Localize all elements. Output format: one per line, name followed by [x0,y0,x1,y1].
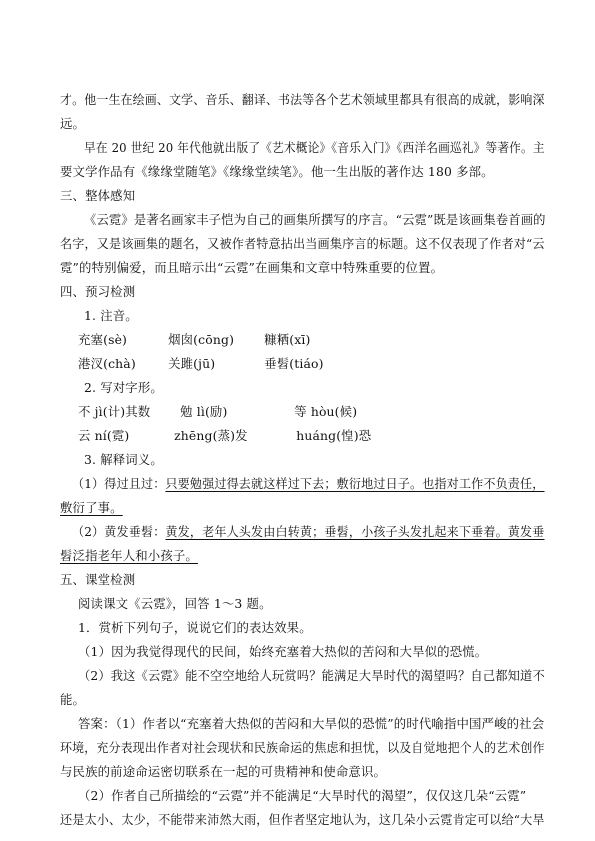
word-row [78,402,538,422]
text-line: （1）因为我觉得现代的民间，始终充塞着大热似的苦闷和大旱似的恐慌。 [78,644,488,659]
pinyin-item: 充塞(sè) [78,332,128,347]
question-label: 1. 注音。 [84,308,138,323]
word-item: 云 ní(霓) [78,428,130,443]
definition-text: 只要勉强过得去就这样过下去；敷衍地过日子。也指对工作不负责任， [165,476,545,491]
definition-line [60,546,538,566]
definition-text: 髫泛指老年人和小孩子。 [60,548,198,563]
text-line: 《云霓》是著名画家丰子恺为自己的画集所撰写的序言。“云霓”既是该画集卷首画的 [84,212,546,227]
answer-line: （2）作者自己所描绘的“云霓”并不能满足“大旱时代的渴望”，仅仅这几朵“云霓” [78,788,527,803]
pinyin-item: 关雎(jū) [168,356,216,371]
answer-line: 与民族的前途命运密切联系在一起的可贵精神和使命意识。 [60,764,387,779]
section-heading: 三、整体感知 [60,188,136,203]
word-item: huáng(惶)恐 [296,428,372,443]
text-line: 能。 [60,692,86,707]
definition-term: （1）得过且过： [72,476,166,491]
pinyin-item: 烟囱(cōng) [168,332,235,347]
pinyin-item: 港汊(chà) [78,356,136,371]
word-item: 勉 lì(励) [180,404,228,419]
answer-line: 答案：（1）作者以“充塞着大热似的苦闷和大旱似的恐慌”的时代喻指中国严峻的社会 [78,716,545,731]
text-line: 阅读课文《云霓》，回答 1～3 题。 [78,596,272,611]
word-item: 不 jì(计)其数 [78,404,151,419]
text-line: 名字，又是该画集的题名，又被作者特意拈出当画集序言的标题。这不仅表现了作者对“云 [60,236,545,251]
text-line: 远。 [60,116,86,131]
pinyin-item: 垂髫(tiáo) [264,356,324,371]
pinyin-item: 糠粞(xī) [264,332,311,347]
definition-text: 黄发，老年人头发由白转黄；垂髫，小孩子头发扎起来下垂着。黄发垂 [165,524,545,539]
text-line: 霓”的特别偏爱，而且暗示出“云霓”在画集和文章中特殊重要的位置。 [60,260,444,275]
definition-line [72,474,545,494]
text-line: 才。他一生在绘画、文学、音乐、翻译、书法等各个艺术领域里都具有很高的成就，影响深 [60,92,545,107]
answer-line: 还是太小、太少，不能带来沛然大雨，但作者坚定地认为，这几朵小云霓肯定可以给“大旱 [60,812,545,827]
word-item: zhēng(蒸)发 [174,428,248,443]
question-label: 2. 写对字形。 [84,380,163,395]
definition-text: 敷衍了事。 [60,500,123,515]
word-item: 等 hòu(候) [294,404,358,419]
text-line: （2）我这《云霓》能不空空地给人玩赏吗？能满足大旱时代的渴望吗？自己都知道不 [78,668,545,683]
pinyin-row [78,354,538,374]
section-heading: 四、预习检测 [60,284,136,299]
definition-line [72,522,545,542]
definition-line [60,498,538,518]
definition-term: （2）黄发垂髫： [72,524,166,539]
word-row [78,426,538,446]
question-label: 1．赏析下列句子，说说它们的表达效果。 [78,620,312,635]
text-line: 要文学作品有《缘缘堂随笔》《缘缘堂续笔》。他一生出版的著作达 180 多部。 [60,164,494,179]
question-label: 3. 解释词义。 [84,452,163,467]
text-line: 早在 20 世纪 20 年代他就出版了《艺术概论》《音乐入门》《西洋名画巡礼》等著作。主 [84,140,545,155]
answer-line: 环境，充分表现出作者对社会现状和民族命运的焦虑和担忧，以及自觉地把个人的艺术创作 [60,740,545,755]
section-heading: 五、课堂检测 [60,572,136,587]
pinyin-row [78,330,538,350]
